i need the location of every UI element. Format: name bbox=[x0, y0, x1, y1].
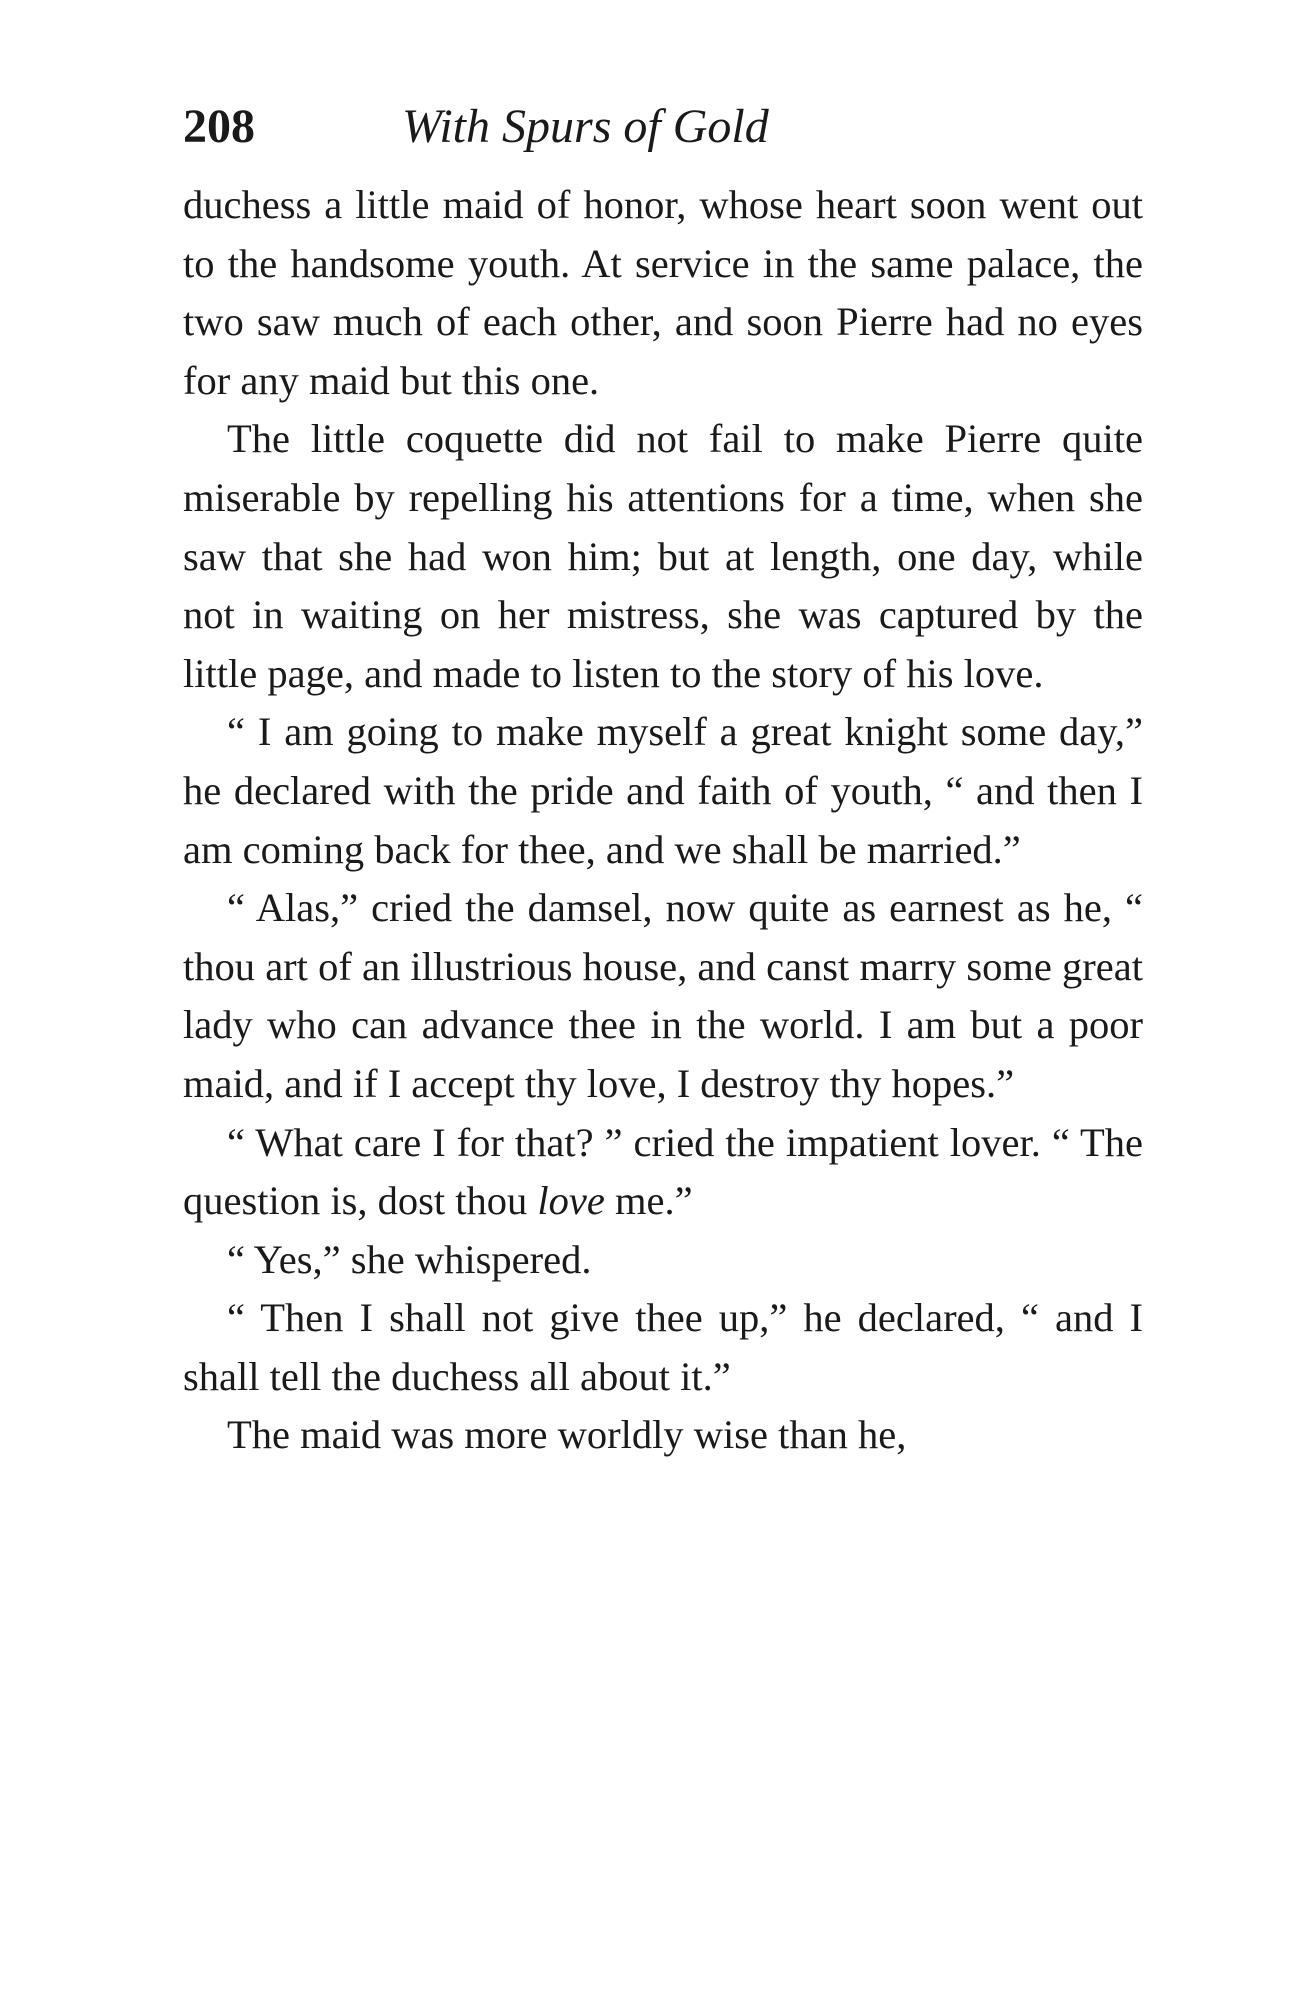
paragraph: “ I am going to make myself a great knight some day,” he declared with the pride and faith of youth, “ and then I am coming back for thee, and we shall be married.” bbox=[183, 709, 1143, 872]
paragraph: “ Then I shall not give thee up,” he declared, “ and I shall tell the duchess all about it.” bbox=[183, 1295, 1143, 1399]
running-head bbox=[183, 92, 1143, 162]
paragraph: “ Yes,” she whispered. bbox=[227, 1236, 592, 1282]
paragraph bbox=[183, 1114, 1143, 1231]
paragraph-continuation: duchess a little maid of honor, whose heart soon went out to the handsome youth. At service in the same palace, the two saw much of each other, and soon Pierre had no eyes for any maid but this one. bbox=[183, 182, 1143, 403]
paragraph: The little coquette did not fail to make Pierre quite miserable by repelling his attentions for a time, when she saw that she had won him; but at length, one day, while not in waiting on her mistress, she was captured by the little page, and made to listen to the story of his love. bbox=[183, 416, 1143, 696]
paragraph-text: “ What care I for that? ” cried the impatient lover. “ The question is, dost thou bbox=[183, 1119, 1143, 1224]
paragraph-text: me.” bbox=[604, 1178, 693, 1224]
paragraph: The maid was more worldly wise than he, bbox=[227, 1412, 907, 1458]
book-title: With Spurs of Gold bbox=[402, 100, 769, 153]
emphasized-word: love bbox=[537, 1178, 605, 1224]
page-number: 208 bbox=[183, 100, 255, 153]
body-text bbox=[183, 176, 1143, 1465]
paragraph: “ Alas,” cried the damsel, now quite as earnest as he, “ thou art of an illustrious house, and canst marry some great lady who can advance thee in the world. I am but a poor maid, and if I accept thy love, I destroy thy hopes.” bbox=[183, 885, 1143, 1106]
